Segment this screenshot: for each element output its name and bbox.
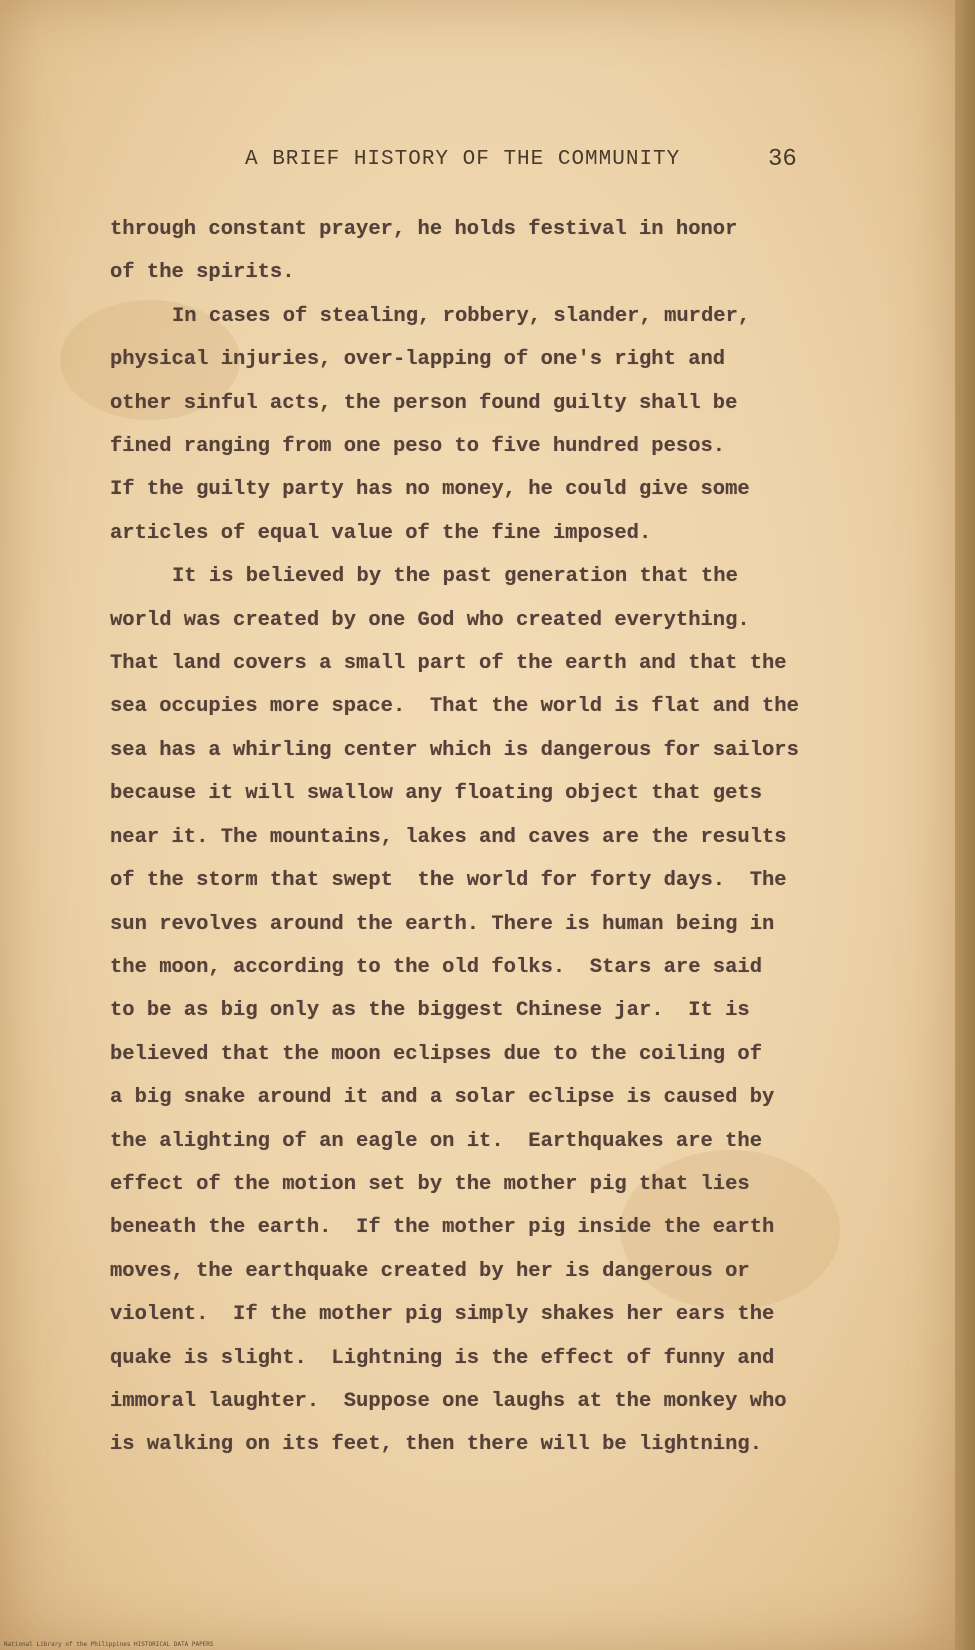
text-line: It is believed by the past generation that the [172, 565, 738, 589]
text-line: the alighting of an eagle on it. Earthquakes are the [110, 1129, 763, 1153]
archive-stamp: National Library of the Philippines HISTORICAL DATA PAPERS [4, 1641, 214, 1648]
text-line: the moon, according to the old folks. Stars are said [110, 955, 763, 979]
text-line: violent. If the mother pig simply shakes her ears the [110, 1303, 775, 1327]
text-line: sun revolves around the earth. There is human being in [110, 912, 775, 936]
page-edge [955, 0, 975, 1650]
paragraph [110, 295, 870, 555]
text-line: is walking on its feet, then there will be lightning. [110, 1433, 763, 1457]
text-line: moves, the earthquake created by her is dangerous or [110, 1259, 750, 1283]
page-title: A BRIEF HISTORY OF THE COMMUNITY [245, 148, 681, 171]
text-line: sea occupies more space. That the world is flat and the [110, 695, 799, 719]
text-line: articles of equal value of the fine imposed. [110, 521, 652, 545]
text-line: physical injuries, over-lapping of one's right and [110, 348, 726, 372]
text-line: a big snake around it and a solar eclipse is caused by [110, 1086, 775, 1110]
text-line: to be as big only as the biggest Chinese jar. It is [110, 999, 750, 1023]
text-line: other sinful acts, the person found guilty shall be [110, 391, 738, 415]
text-line: of the storm that swept the world for forty days. The [110, 869, 787, 893]
text-line: of the spirits. [110, 261, 295, 285]
text-line: near it. The mountains, lakes and caves are the results [110, 825, 787, 849]
text-line: world was created by one God who created everything. [110, 608, 750, 632]
text-line: If the guilty party has no money, he could give some [110, 478, 750, 502]
text-line: sea has a whirling center which is dangerous for sailors [110, 738, 799, 762]
text-line: believed that the moon eclipses due to the coiling of [110, 1042, 763, 1066]
text-line: quake is slight. Lightning is the effect of funny and [110, 1346, 775, 1370]
paragraph [110, 555, 870, 1467]
text-line: because it will swallow any floating object that gets [110, 782, 763, 806]
text-line: beneath the earth. If the mother pig inside the earth [110, 1216, 775, 1240]
text-line: That land covers a small part of the earth and that the [110, 652, 787, 676]
page-header [0, 148, 955, 188]
paragraph [110, 208, 870, 295]
page-number: 36 [768, 146, 797, 173]
body-text [110, 208, 870, 1467]
text-line: effect of the motion set by the mother pig that lies [110, 1172, 750, 1196]
text-line: fined ranging from one peso to five hundred pesos. [110, 435, 726, 459]
text-line: immoral laughter. Suppose one laughs at the monkey who [110, 1389, 787, 1413]
text-line: through constant prayer, he holds festival in honor [110, 218, 738, 241]
text-line: In cases of stealing, robbery, slander, murder, [172, 304, 751, 328]
